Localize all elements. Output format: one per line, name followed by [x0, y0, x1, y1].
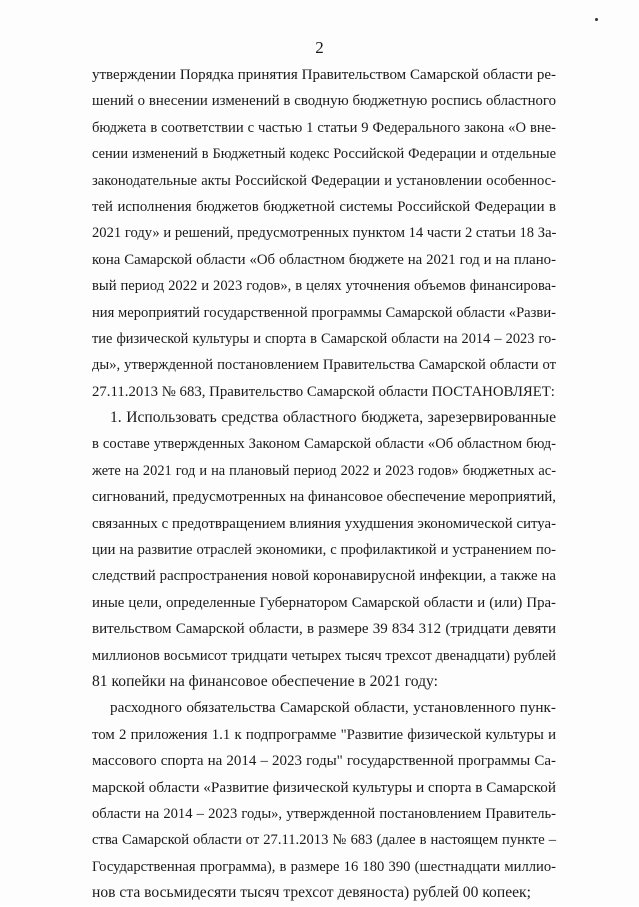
text-line: ды», утвержденной постановлением Правительства Самарской области от	[92, 357, 556, 374]
text-line: тие физической культуры и спорта в Самарской области на 2014 – 2023 го-	[92, 330, 556, 347]
text-line: том 2 приложения 1.1 к подпрограмме "Развитие физической культуры и	[92, 726, 556, 743]
page-number: 2	[315, 38, 324, 57]
text-line: иные цели, определенные Губернатором Самарской области и (или) Пра-	[92, 594, 556, 611]
text-line: массового спорта на 2014 – 2023 годы" государственной программы Са-	[92, 753, 556, 770]
document-body	[92, 62, 556, 907]
paragraph	[92, 695, 556, 906]
text-line: Государственная программа), в размере 16 180 390 (шестнадцати миллио-	[92, 858, 556, 875]
text-line: сении изменений в Бюджетный кодекс Российской Федерации и отдельные	[92, 146, 556, 163]
text-line: в составе утвержденных Законом Самарской области «Об областном бюд-	[92, 436, 556, 453]
text-line: вительством Самарской области, в размере 39 834 312 (тридцати девяти	[92, 621, 556, 638]
text-line: 2021 году» и решений, предусмотренных пунктом 14 части 2 статьи 18 За-	[92, 225, 557, 242]
text-line: следствий распространения новой коронавирусной инфекции, а также на	[92, 568, 556, 585]
text-line: сигнований, предусмотренных на финансовое обеспечение мероприятий,	[92, 489, 556, 506]
text-line: миллионов восьмисот тридцати четырех тысяч трехсот двенадцати) рублей	[92, 647, 556, 664]
text-line: кона Самарской области «Об областном бюджете на 2021 год и на плано-	[92, 251, 556, 268]
text-line: вый период 2022 и 2023 годов», в целях уточнения объемов финансирова-	[92, 278, 556, 295]
scan-speck	[595, 18, 598, 21]
paragraph	[92, 405, 556, 695]
text-line: законодательные акты Российской Федерации и установлении особеннос-	[92, 172, 556, 189]
text-line: 1. Использовать средства областного бюджета, зарезервированные	[110, 409, 556, 427]
text-line: расходного обязательства Самарской области, установленного пунк-	[110, 699, 556, 717]
text-line: марской области «Развитие физической культуры и спорта в Самарской	[92, 778, 556, 796]
text-line: бюджета в соответствии с частью 1 статьи 9 Федерального закона «О вне-	[92, 119, 556, 136]
text-line: связанных с предотвращением влияния ухудшения экономической ситуа-	[92, 515, 556, 532]
text-line: области на 2014 – 2023 годы», утвержденной постановлением Правитель-	[92, 805, 556, 822]
text-line: шений о внесении изменений в сводную бюджетную роспись областного	[92, 93, 556, 110]
text-line: ства Самарской области от 27.11.2013 № 683 (далее в настоящем пункте –	[92, 832, 556, 849]
paragraph	[92, 62, 556, 405]
text-line: ции на развитие отраслей экономики, с профилактикой и устранением по-	[92, 542, 556, 559]
text-line: тей исполнения бюджетов бюджетной системы Российской Федерации в	[92, 198, 556, 215]
text-line: 81 копейки на финансовое обеспечение в 2021 году:	[92, 672, 438, 690]
text-line: утверждении Порядка принятия Правительством Самарской области ре-	[92, 67, 556, 83]
text-line: нов ста восьмидесяти тысяч трехсот девяноста) рублей 00 копеек;	[92, 884, 531, 902]
text-line: 27.11.2013 № 683, Правительство Самарской области ПОСТАНОВЛЯЕТ:	[92, 383, 555, 400]
text-line: жете на 2021 год и на плановый период 2022 и 2023 годов» бюджетных ас-	[92, 462, 556, 479]
text-line: ния мероприятий государственной программы Самарской области «Разви-	[92, 304, 556, 321]
